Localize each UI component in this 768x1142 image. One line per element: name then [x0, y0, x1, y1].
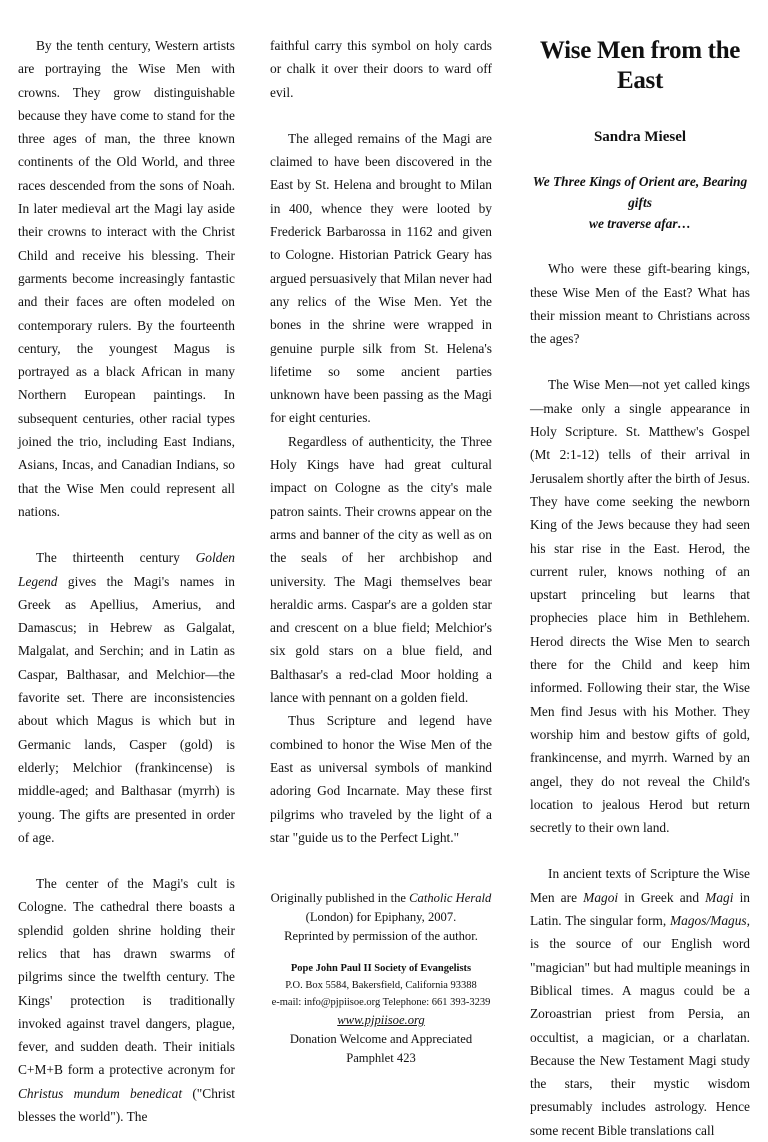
paragraph-relics: The alleged remains of the Magi are claimed to have been discovered in the East by St. Helena and brought to Milan in 400, whence they were looted by Frederick Barbarossa in 1162 and given to Cologne. Historian Patrick Geary has argued persuasively that Milan never had any relics of the Wise Men. Yet the bones in the shrine were wrapped in genuine purple silk from St. Helena's lifetime so some ancient parties unknown have been passing as the Magi for eight centuries. [270, 130, 492, 426]
text-run: is the source of our English word "magician" but had multiple meanings in Biblical times. A magus could be a Zoroastrian priest from Persia, an occultist, a magician, or a charlatan. Because the New Testament Magi study the stars, their mystic wisdom presumably includes astrology. Hence some recent Bible translations call [530, 936, 750, 1138]
society-website-link[interactable]: www.pjpiisoe.org [337, 1013, 425, 1028]
column-middle [270, 34, 492, 1068]
text-run: in Greek and [618, 889, 706, 905]
society-info [270, 960, 492, 1068]
italic-latin-phrase: Christus mundum benedicat [18, 1085, 183, 1101]
original-publication [270, 889, 492, 908]
donation-note: Donation Welcome and Appreciated [289, 1032, 473, 1047]
paragraph-cologne-cult [18, 872, 235, 1128]
paragraph-continuation: faithful carry this symbol on holy cards or chalk it over their doors to ward off evil. [270, 38, 492, 100]
paragraph-magi-etymology [530, 862, 750, 1142]
text-run: gives the Magi's names in Greek as Apellius, Amerius, and Damascus; in Hebrew as Galgalat, Malgalat, and Serchin; and in Latin as Caspar, Balthasar, and Melchior—the favorite set. There are inconsistencies about which Magus is which but in Germanic lands, Casper (gold) is elderly; Melchior (frankincense) is middle-aged; and Balthasar (myrrh) is young. The gifts are presented in order of age. [18, 573, 235, 845]
text-run: in Latin. The singular form, [530, 889, 750, 929]
page-title: Wise Men from the East [539, 37, 741, 94]
paragraph-conclusion: Thus Scripture and legend have combined to honor the Wise Men of the East as universal symbols of mankind adoring God Incarnate. May these first pilgrims who traveled by the light of a star "guide us to the Perfect Light." [270, 713, 492, 845]
text-run: The center of the Magi's cult is Cologne. The cathedral there boasts a splendid golden shrine holding their relics that has drawn swarms of pilgrims since the twelfth century. The Kings' protection is traditionally invoked against travel dangers, plague, fever, and sudden death. Their initials C+M+B form a protective acronym for [18, 876, 235, 1078]
text-run: The thirteenth century [36, 550, 196, 566]
italic-word: Magi [705, 889, 734, 905]
publication-credit [270, 889, 492, 946]
paragraph-intro-question: Who were these gift-bearing kings, these Wise Men of the East? What has their mission meant to Christians across the ages? [530, 261, 750, 347]
reprint-permission: Reprinted by permission of the author. [284, 929, 478, 944]
society-contact: e-mail: info@pjpiisoe.org Telephone: 661 393-3239 [271, 997, 491, 1009]
pamphlet-number: Pamphlet 423 [346, 1051, 416, 1066]
original-publication-date: (London) for Epiphany, 2007. [305, 910, 457, 925]
text-run: Originally published in the [270, 891, 410, 906]
column-right [530, 34, 750, 1142]
author-name: Sandra Miesel [593, 129, 687, 145]
paragraph-scripture-account: The Wise Men—not yet called kings—make only a single appearance in Holy Scripture. St. Matthew's Gospel (Mt 2:1-12) tells of their arrival in Jerusalem shortly after the birth of Jesus. They have come seeking the newborn King of the Jews because they had seen his star rise in the East. Herod, the current ruler, knows nothing of an upstart princeling but learns that prophecies place him in Bethlehem. Herod directs the Wise Men to search there for the Child and keep him informed. Following their star, the Wise Men find Jesus with his Mother. They worship him and bestow gifts of gold, frankincense, and myrrh. Warned by an angel, they do not reveal the Child's location to jealous Herod but return secretly to their own land. [530, 377, 750, 836]
italic-word: Magos/Magus, [670, 913, 750, 929]
text-run: ("Christ blesses the world"). The [18, 1085, 235, 1125]
society-address: P.O. Box 5584, Bakersfield, California 93388 [285, 980, 477, 992]
epigraph [530, 171, 750, 234]
column-left [18, 34, 235, 1128]
paragraph-golden-legend [18, 546, 235, 849]
epigraph-line: We Three Kings of Orient are, Bearing gifts [532, 174, 748, 211]
society-name: Pope John Paul II Society of Evangelists [290, 963, 472, 975]
paragraph-cultural-impact: Regardless of authenticity, the Three Holy Kings have had great cultural impact on Cologne as the city's male patron saints. Their crowns appear on the arms and banner of the city as well as on the seals of her archbishop and university. The Magi themselves bear heraldic arms. Caspar's are a golden star and crescent on a blue field; Melchior's six gold stars on a blue field, and Balthasar's a red-clad Moor holding a lance with pennant on a golden field. [270, 433, 492, 706]
italic-title-golden-legend: Golden Legend [18, 550, 235, 589]
text-run: In ancient texts of Scripture the Wise Men are [530, 866, 750, 905]
italic-catholic-herald: Catholic Herald [409, 891, 492, 906]
italic-word: Magoi [583, 889, 619, 905]
epigraph-line: we traverse afar… [589, 216, 691, 232]
paragraph-tenth-century: By the tenth century, Western artists are portraying the Wise Men with crowns. They grow distinguishable because they have come to stand for the three ages of man, the three known continents of the Old World, and three races descended from the sons of Noah. In later medieval art the Magi lay aside their crowns to interact with the Christ Child and receive his blessing. Their garments become increasingly fantastic and their faces are often modeled on contemporary rulers. By the fourteenth century, the youngest Magus is portrayed as a black African in many Northern European paintings. In subsequent centuries, other racial types joined the trio, including East Indians, Asians, Incas, and Canadian Indians, so that the Wise Men could represent all nations. [18, 38, 235, 519]
